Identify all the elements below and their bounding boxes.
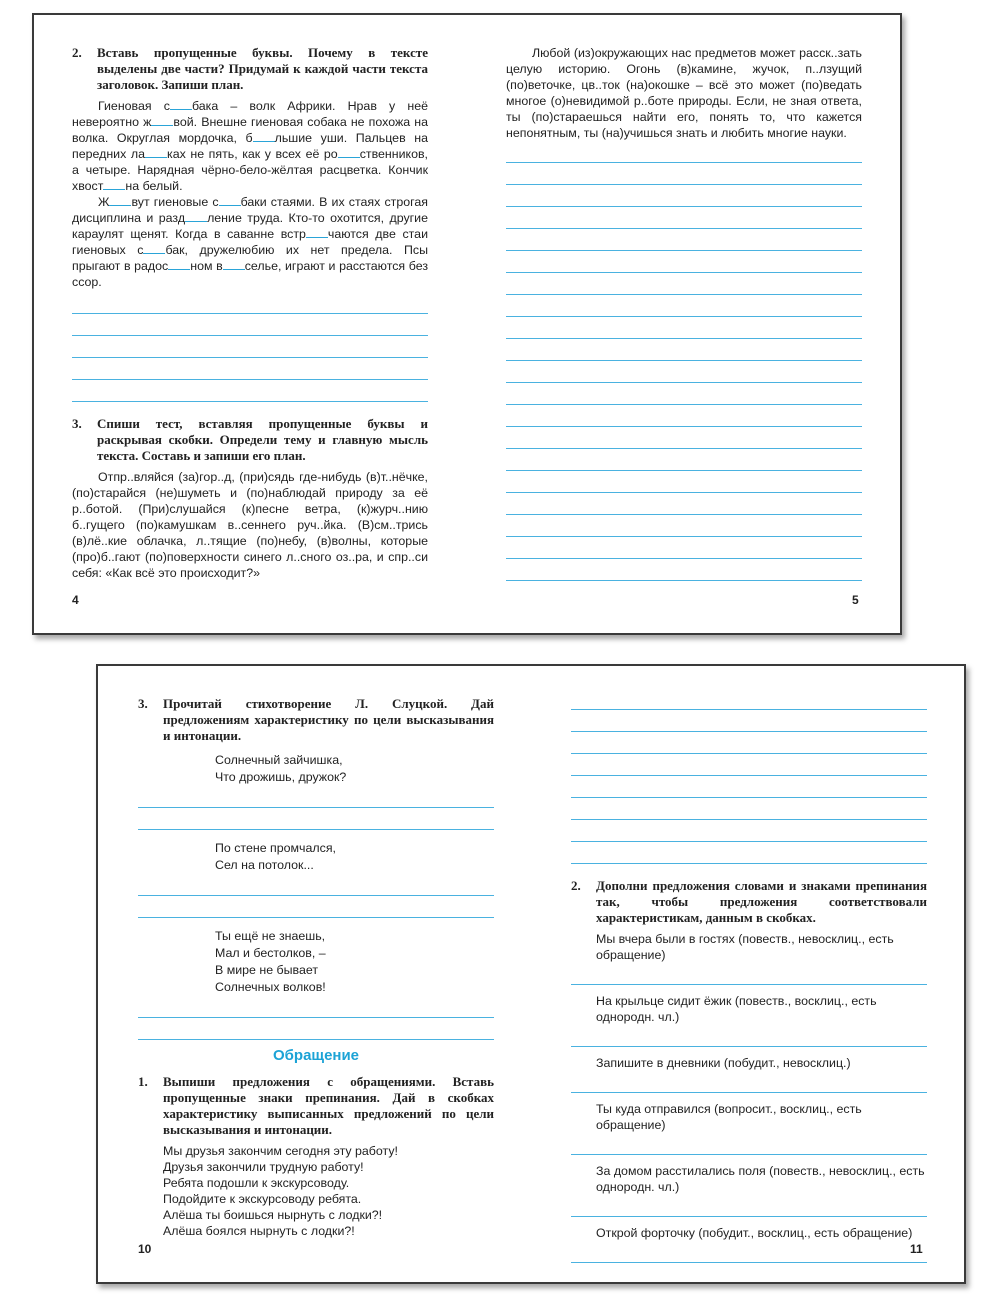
blank[interactable] bbox=[103, 179, 125, 190]
writing-lines[interactable] bbox=[72, 292, 428, 402]
page-number: 11 bbox=[910, 1242, 923, 1256]
page-4-column bbox=[72, 45, 428, 581]
blank[interactable] bbox=[185, 211, 207, 222]
poem-stanza-2: По стене промчался, Сел на потолок... bbox=[215, 841, 336, 872]
sentence-item: Открой форточку (побудит., восклиц., есть обращение) bbox=[596, 1226, 913, 1240]
sentence-item: Мы вчера были в гостях (повеств., невосклиц., есть обращение) bbox=[596, 932, 894, 962]
task-instruction: Дополни предложения словами и знаками препинания так, чтобы предложения соответствовали характеристикам, данным в скобках. bbox=[596, 878, 927, 925]
task-2 bbox=[571, 878, 927, 926]
writing-lines[interactable] bbox=[506, 141, 862, 581]
blank[interactable] bbox=[109, 195, 131, 206]
blank[interactable] bbox=[151, 115, 173, 126]
task-number: 3. bbox=[138, 696, 148, 711]
exercise-text-part-2: Ж вут гиеновые с баки стаями. В их стаях строгая дисциплина и разд ление труда. Кто-то охотится, другие караулят щенят. Когда в саванне встр чаются две стаи гиеновых с бак, дружелюбию их нет предела. Псы прыгают в радос ном в селье, играют и расстаются без ссор. bbox=[72, 195, 429, 289]
task-2 bbox=[72, 45, 428, 93]
poem-stanza-3: Ты ещё не знаешь, Мал и бестолков, – В мире не бывает Солнечных волков! bbox=[215, 929, 326, 994]
blank[interactable] bbox=[145, 147, 167, 158]
writing-line[interactable] bbox=[571, 963, 927, 985]
page-number: 5 bbox=[852, 593, 859, 607]
blank[interactable] bbox=[223, 259, 245, 270]
sentence-item: Ты куда отправился (вопросит., восклиц., есть обращение) bbox=[596, 1102, 862, 1132]
writing-line[interactable] bbox=[571, 1071, 927, 1093]
writing-line[interactable] bbox=[571, 1025, 927, 1047]
page-10-column bbox=[138, 696, 494, 1239]
task-instruction: Вставь пропущенные буквы. Почему в тексте выделены две части? Придумай к каждой части текста заголовок. Запиши план. bbox=[97, 45, 428, 92]
writing-line[interactable] bbox=[571, 1241, 927, 1263]
sentence-item: На крыльце сидит ёжик (повеств., восклиц., есть однородн. чл.) bbox=[596, 994, 877, 1024]
task-3 bbox=[138, 696, 494, 744]
task-number: 3. bbox=[72, 416, 82, 431]
blank[interactable] bbox=[306, 227, 328, 238]
writing-lines[interactable] bbox=[138, 786, 494, 830]
sentence-item: Запишите в дневники (побудит., невосклиц.) bbox=[596, 1056, 851, 1070]
task-instruction: Спиши тест, вставляя пропущенные буквы и раскрывая скобки. Определи тему и главную мысль текста. Составь и запиши его план. bbox=[97, 416, 428, 463]
task-number: 2. bbox=[72, 45, 82, 60]
page-5-column bbox=[506, 45, 862, 581]
example-sentences: Мы друзья закончим сегодня эту работу! Друзья закончили трудную работу! Ребята подошли к экскурсоводу. Подойдите к экскурсоводу ребята. Алёша ты боишься нырнуть с лодки?! Алёша боялся нырнуть с лодки?! bbox=[163, 1144, 398, 1238]
page-number: 4 bbox=[72, 593, 79, 607]
task-3 bbox=[72, 416, 428, 464]
writing-lines[interactable] bbox=[571, 688, 927, 864]
writing-lines[interactable] bbox=[138, 996, 494, 1040]
exercise-text-part-1: Гиеновая с бака – волк Африки. Нрав у неё невероятно ж вой. Внешне гиеновая собака не похожа на волка. Округлая мордочка, б льшие уши. Пальцев на передних ла ках не пять, как у всех её ро ственников, а четыре. Нарядная чёрно-бело-жёлтая расцветка. Кончик хвост на белый. bbox=[72, 99, 429, 193]
task-number: 2. bbox=[571, 878, 581, 893]
page-spread-4-5 bbox=[32, 13, 902, 635]
task-1 bbox=[138, 1074, 494, 1138]
exercise-text: Любой (из)окружающих нас предметов может расск..зать целую историю. Огонь (в)камине, жучок, п..лзущий (по)веточке, цв..ток (на)окошке – всё это может (по)ведать многое (о)невидимой р..боте природы. Если, не зная ответа, ты (по)стараешься найти его, понять то, что кажется непонятным, ты (на)учишься знать и любить многие науки. bbox=[506, 46, 862, 140]
blank[interactable] bbox=[253, 131, 275, 142]
task-instruction: Выпиши предложения с обращениями. Вставь пропущенные знаки препинания. Дай в скобках характеристику выписанных предложений по цели высказывания и интонации. bbox=[163, 1074, 494, 1137]
writing-line[interactable] bbox=[571, 1195, 927, 1217]
task-number: 1. bbox=[138, 1074, 148, 1089]
poem-stanza-1: Солнечный зайчишка, Что дрожишь, дружок? bbox=[215, 753, 347, 784]
blank[interactable] bbox=[338, 147, 360, 158]
page-spread-10-11 bbox=[96, 664, 966, 1284]
task-instruction: Прочитай стихотворение Л. Слуцкой. Дай предложениям характеристику по цели высказывания и интонации. bbox=[163, 696, 494, 743]
blank[interactable] bbox=[170, 99, 192, 110]
blank[interactable] bbox=[219, 195, 241, 206]
writing-lines[interactable] bbox=[138, 874, 494, 918]
exercise-text: Отпр..вляйся (за)гор..д, (при)сядь где-нибудь (в)т..нёчке, (по)старайся (не)шуметь и (по)наблюдай природу за её р..ботой. (При)слушайся (к)песне ветра, (к)журч..нию б..гущего (по)камушкам в..сеннего руч..йка. (В)см..трись (в)лё..кие облачка, л..тящие (по)небу, (в)волны, которые (про)б..гают (по)поверхности синего л..сного оз..ра, и спр..си себя: «Как всё это происходит?» bbox=[72, 470, 428, 580]
page-number: 10 bbox=[138, 1242, 152, 1256]
writing-line[interactable] bbox=[571, 1133, 927, 1155]
sentence-item: За домом расстилались поля (повеств., невосклиц., есть однородн. чл.) bbox=[596, 1164, 925, 1194]
page-11-column bbox=[571, 688, 927, 1263]
blank[interactable] bbox=[168, 259, 190, 270]
section-title: Обращение bbox=[272, 1047, 360, 1064]
blank[interactable] bbox=[143, 243, 165, 254]
